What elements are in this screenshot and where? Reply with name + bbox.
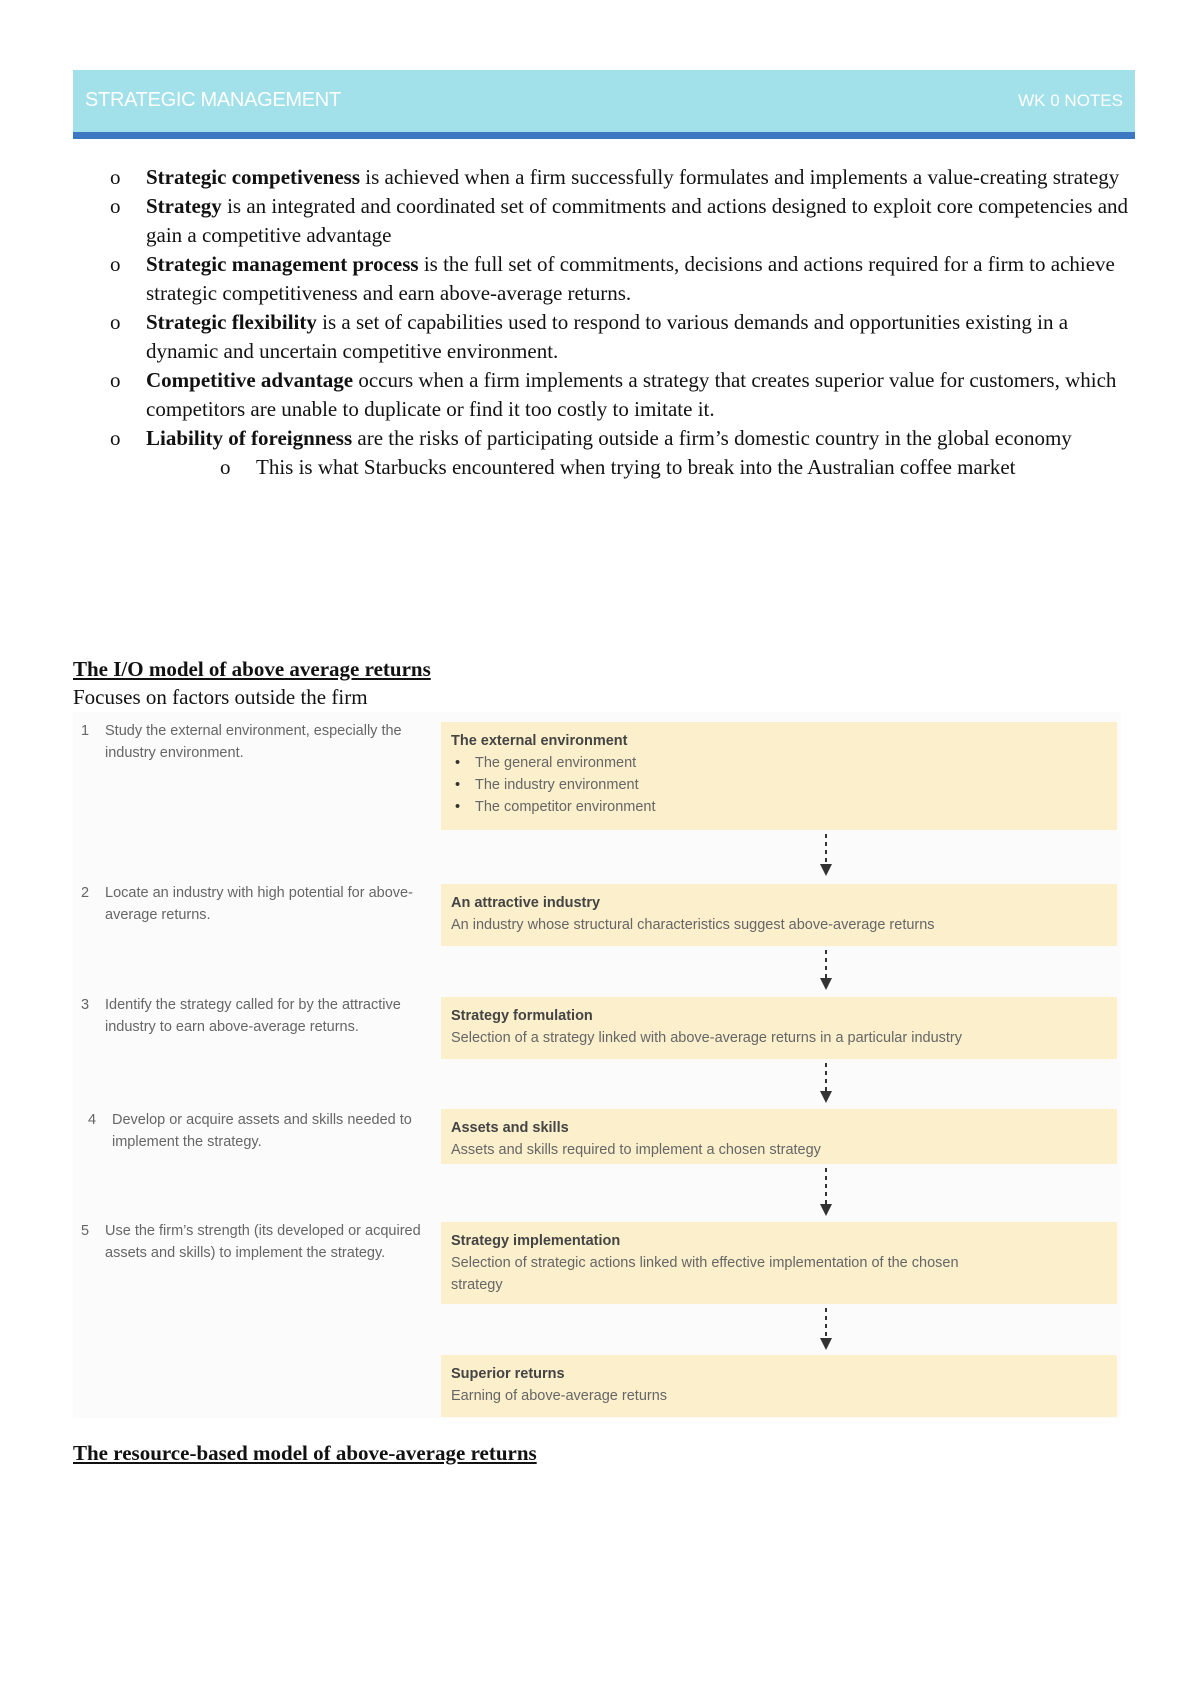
flow-arrow-icon (818, 834, 834, 878)
step-number: 4 (88, 1112, 97, 1128)
step-text: Develop or acquire assets and skills needed to implement the strategy. (112, 1112, 412, 1150)
diagram-step (81, 882, 421, 926)
step-number: 5 (81, 1223, 90, 1239)
box-item-list (451, 752, 1107, 818)
header-title: STRATEGIC MANAGEMENT (85, 89, 341, 111)
definition-item (108, 192, 1138, 250)
definition-text: is achieved when a firm successfully formulates and implements a value-creating strategy (360, 165, 1120, 189)
sub-bullet-text: This is what Starbucks encountered when trying to break into the Australian coffee market (256, 455, 1016, 479)
strategy-formulation-box (441, 997, 1117, 1059)
definition-text: is a set of capabilities used to respond to various demands and opportunities existing in a dynamic and uncertain competitive environment. (146, 310, 1069, 363)
definition-item (108, 163, 1138, 192)
box-title: Strategy formulation (451, 1008, 593, 1024)
box-description: An industry whose structural characteristics suggest above-average returns (451, 917, 935, 933)
box-description: Assets and skills required to implement a chosen strategy (451, 1142, 821, 1158)
definition-item (108, 424, 1138, 482)
assets-and-skills-box (441, 1109, 1117, 1164)
resource-model-title: The resource-based model of above-average returns (73, 1441, 537, 1465)
definition-term: Strategic competiveness (146, 165, 361, 189)
definition-text: are the risks of participating outside a firm’s domestic country in the global economy (352, 426, 1072, 450)
bullet-marker: o (110, 426, 121, 450)
box-description: Selection of a strategy linked with above-average returns in a particular industry (451, 1030, 962, 1046)
definitions-list (108, 163, 1138, 482)
definition-term: Strategy (146, 194, 222, 218)
io-model-diagram (73, 712, 1121, 1418)
box-title: An attractive industry (451, 895, 601, 911)
diagram-step (81, 720, 421, 764)
strategy-implementation-box (441, 1222, 1117, 1304)
box-item: • The industry environment (451, 774, 1107, 796)
step-number: 1 (81, 723, 90, 739)
flow-arrow-icon (818, 1063, 834, 1105)
step-number: 3 (81, 997, 90, 1013)
flow-arrow-icon (818, 1308, 834, 1352)
bullet-marker: o (110, 368, 121, 392)
step-text: Identify the strategy called for by the attractive industry to earn above-average returns. (105, 997, 401, 1035)
sub-list-item (218, 453, 1138, 482)
diagram-step (81, 1220, 421, 1264)
step-text: Use the firm’s strength (its developed or acquired assets and skills) to implement the strategy. (105, 1223, 421, 1261)
box-description: Earning of above-average returns (451, 1388, 668, 1404)
definition-term: Liability of foreignness (146, 426, 353, 450)
definition-term: Strategic management process (146, 252, 419, 276)
flow-arrow-icon (818, 950, 834, 992)
step-number: 2 (81, 885, 90, 901)
diagram-step (88, 1109, 428, 1153)
page-header (73, 70, 1135, 139)
definition-term: Competitive advantage (146, 368, 354, 392)
io-model-subtitle: Focuses on factors outside the firm (73, 685, 368, 709)
definition-item (108, 250, 1138, 308)
sub-list (146, 453, 1138, 482)
superior-returns-box (441, 1355, 1117, 1417)
definition-text: is the full set of commitments, decisions and actions required for a firm to achieve strategic competitiveness and earn above-average returns. (146, 252, 1115, 305)
step-text: Locate an industry with high potential for above-average returns. (105, 885, 413, 923)
definition-item (108, 308, 1138, 366)
box-title: Assets and skills (451, 1120, 569, 1136)
step-text: Study the external environment, especially the industry environment. (105, 723, 402, 761)
bullet-marker: o (220, 455, 231, 479)
box-item: • The competitor environment (451, 796, 1107, 818)
attractive-industry-box (441, 884, 1117, 946)
header-week-label: WK 0 NOTES (1018, 91, 1123, 110)
definition-term: Strategic flexibility (146, 310, 317, 334)
definition-text: occurs when a firm implements a strategy that creates superior value for customers, which competitors are unable to duplicate or find it too costly to imitate it. (146, 368, 1117, 421)
box-description: Selection of strategic actions linked with effective implementation of the chosen strategy (451, 1255, 959, 1293)
definition-text: is an integrated and coordinated set of commitments and actions designed to exploit core competencies and gain a competitive advantage (146, 194, 1129, 247)
box-item: • The general environment (451, 752, 1107, 774)
bullet-marker: o (110, 194, 121, 218)
bullet-marker: o (110, 252, 121, 276)
box-title: Strategy implementation (451, 1233, 621, 1249)
box-title: Superior returns (451, 1366, 565, 1382)
definition-item (108, 366, 1138, 424)
bullet-marker: o (110, 310, 121, 334)
bullet-marker: o (110, 165, 121, 189)
io-model-title: The I/O model of above average returns (73, 657, 431, 681)
flow-arrow-icon (818, 1168, 834, 1218)
external-environment-box (441, 722, 1117, 830)
box-title: The external environment (451, 733, 628, 749)
diagram-step (81, 994, 421, 1038)
